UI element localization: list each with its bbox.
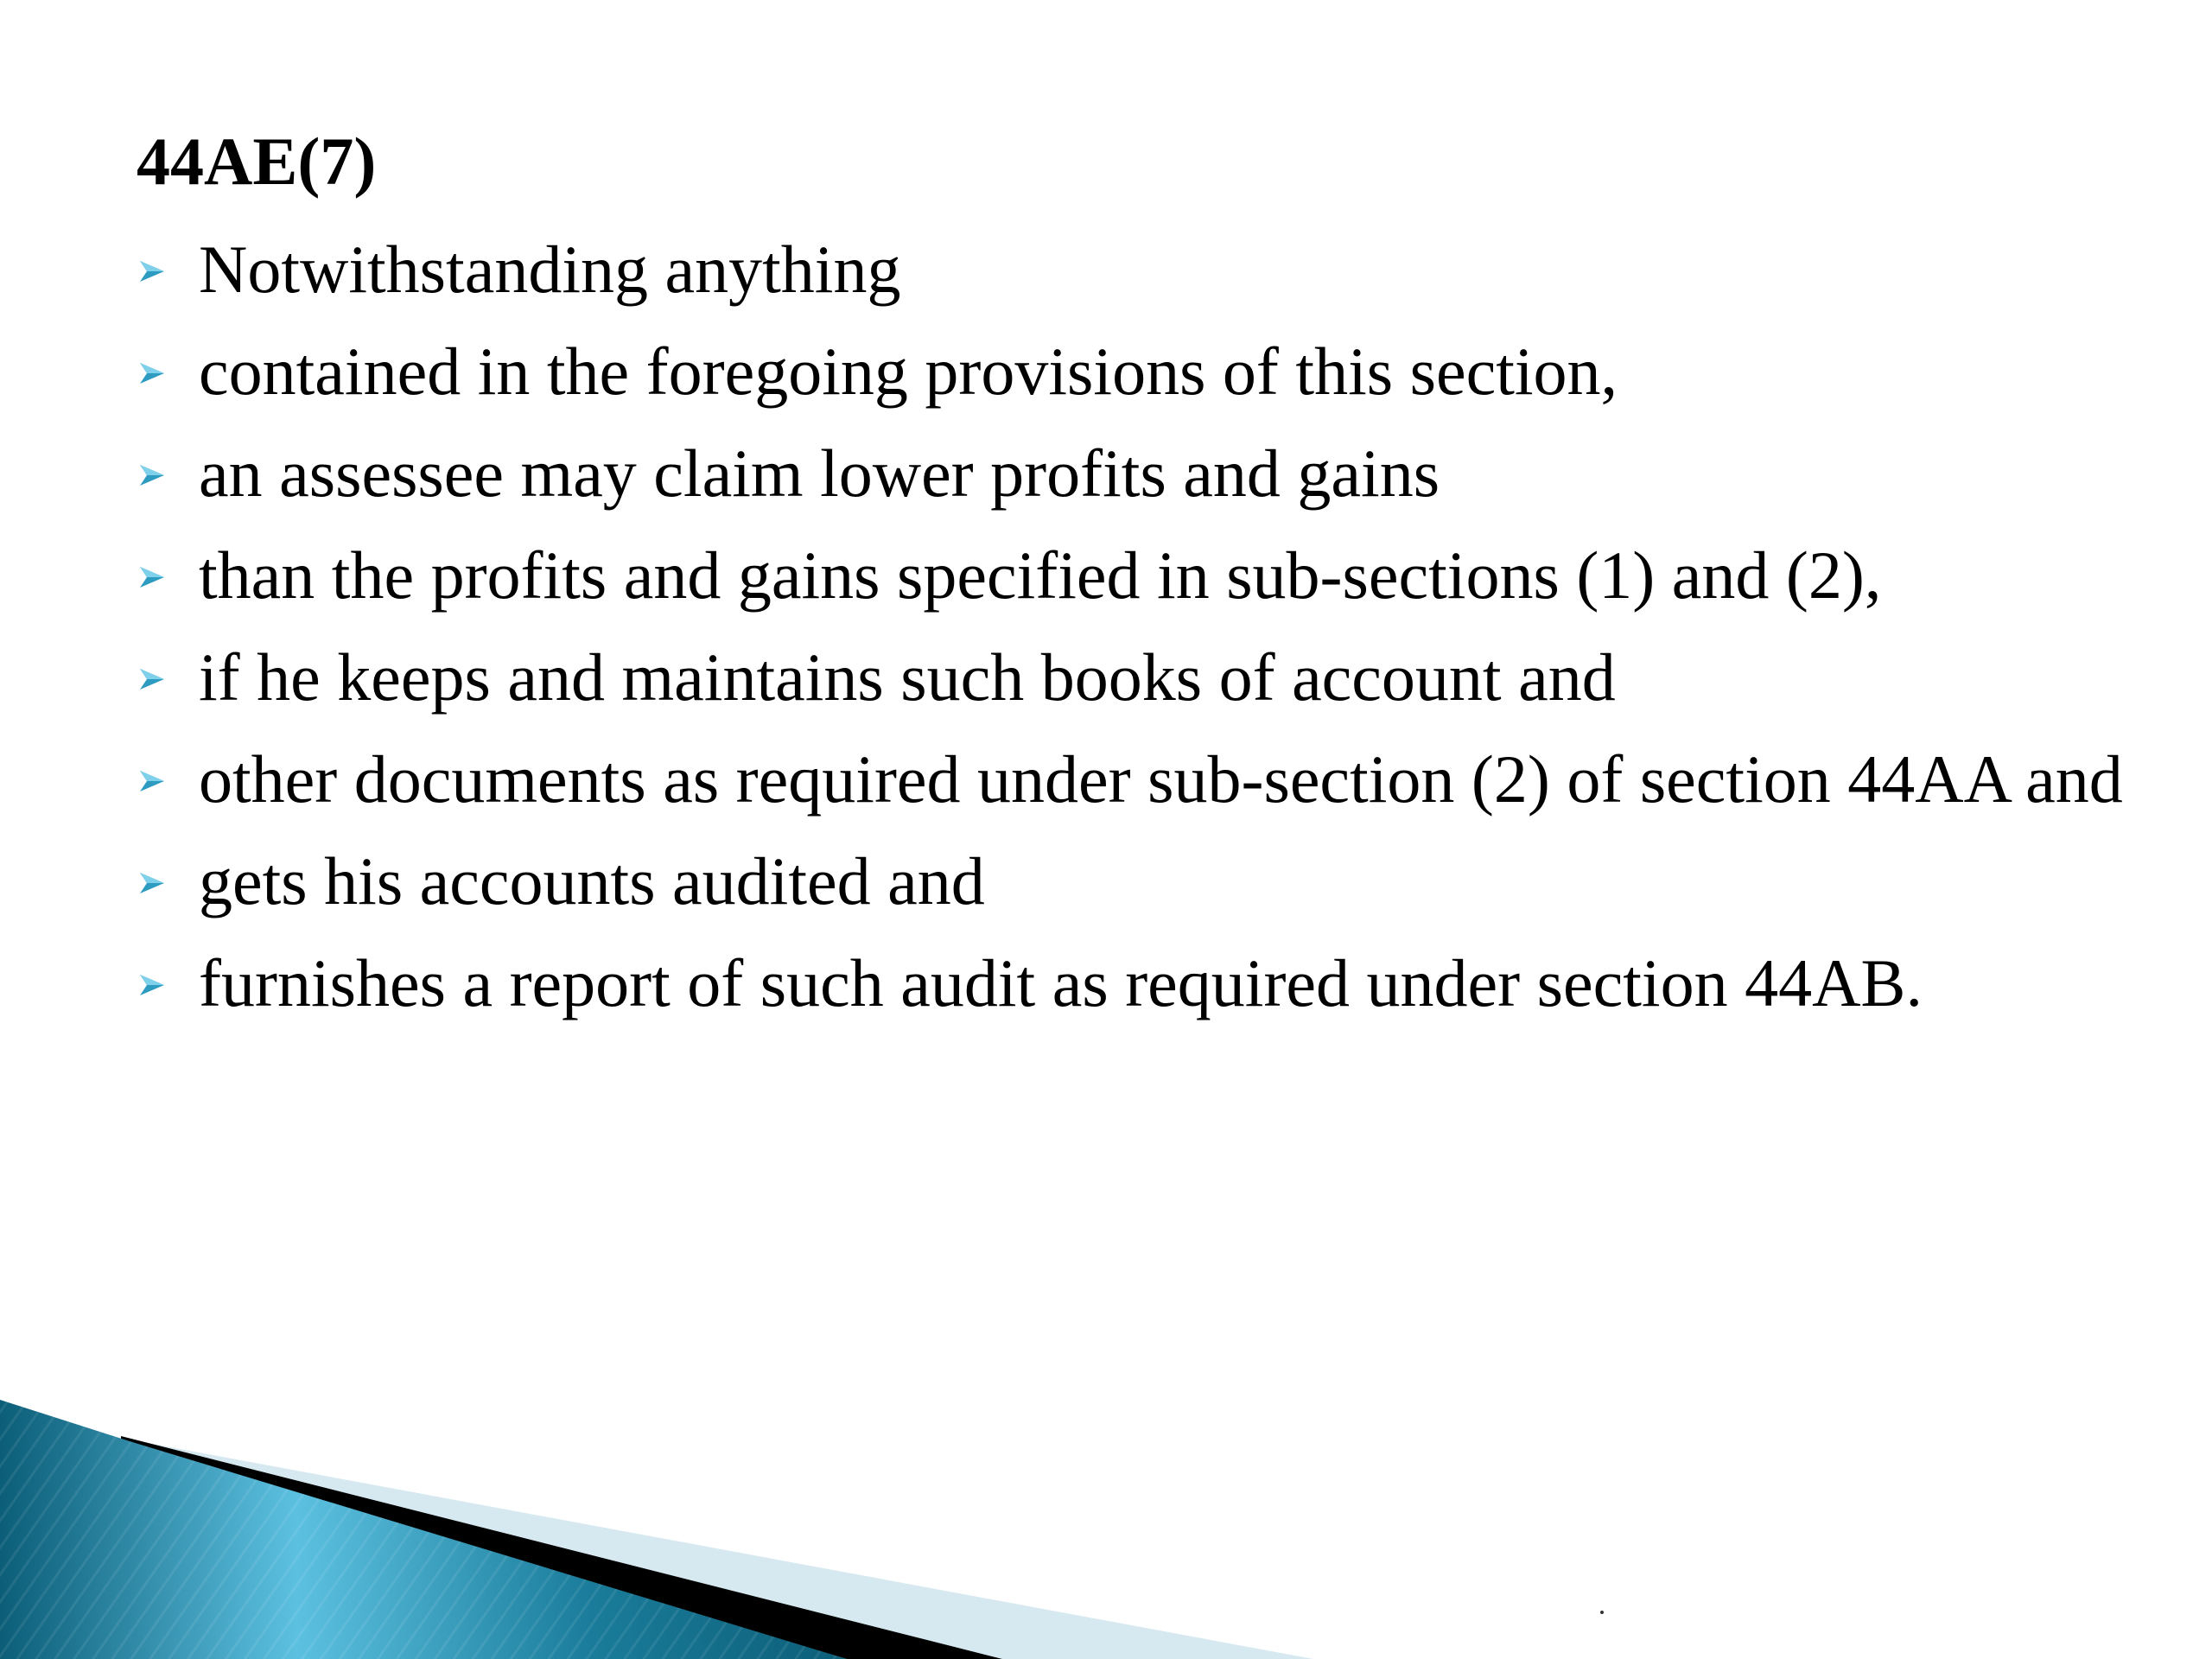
bullet-text: Notwithstanding anything (199, 232, 901, 307)
bullet-text: an assessee may claim lower profits and gains (199, 435, 1440, 511)
decorative-dot (1600, 1611, 1604, 1614)
bullet-text: furnishes a report of such audit as required under section 44AB. (199, 945, 1923, 1020)
bullet-text: if he keeps and maintains such books of account and (199, 639, 1616, 715)
slide-heading: 44AE(7) (137, 124, 377, 199)
bullet-text: other documents as required under sub-section (2) of section 44AA and (199, 741, 2123, 817)
bullet-text: contained in the foregoing provisions of this section, (199, 334, 1618, 409)
bullet-text: than the profits and gains specified in sub-sections (1) and (2), (199, 537, 1882, 613)
bullet-text: gets his accounts audited and (199, 843, 985, 918)
